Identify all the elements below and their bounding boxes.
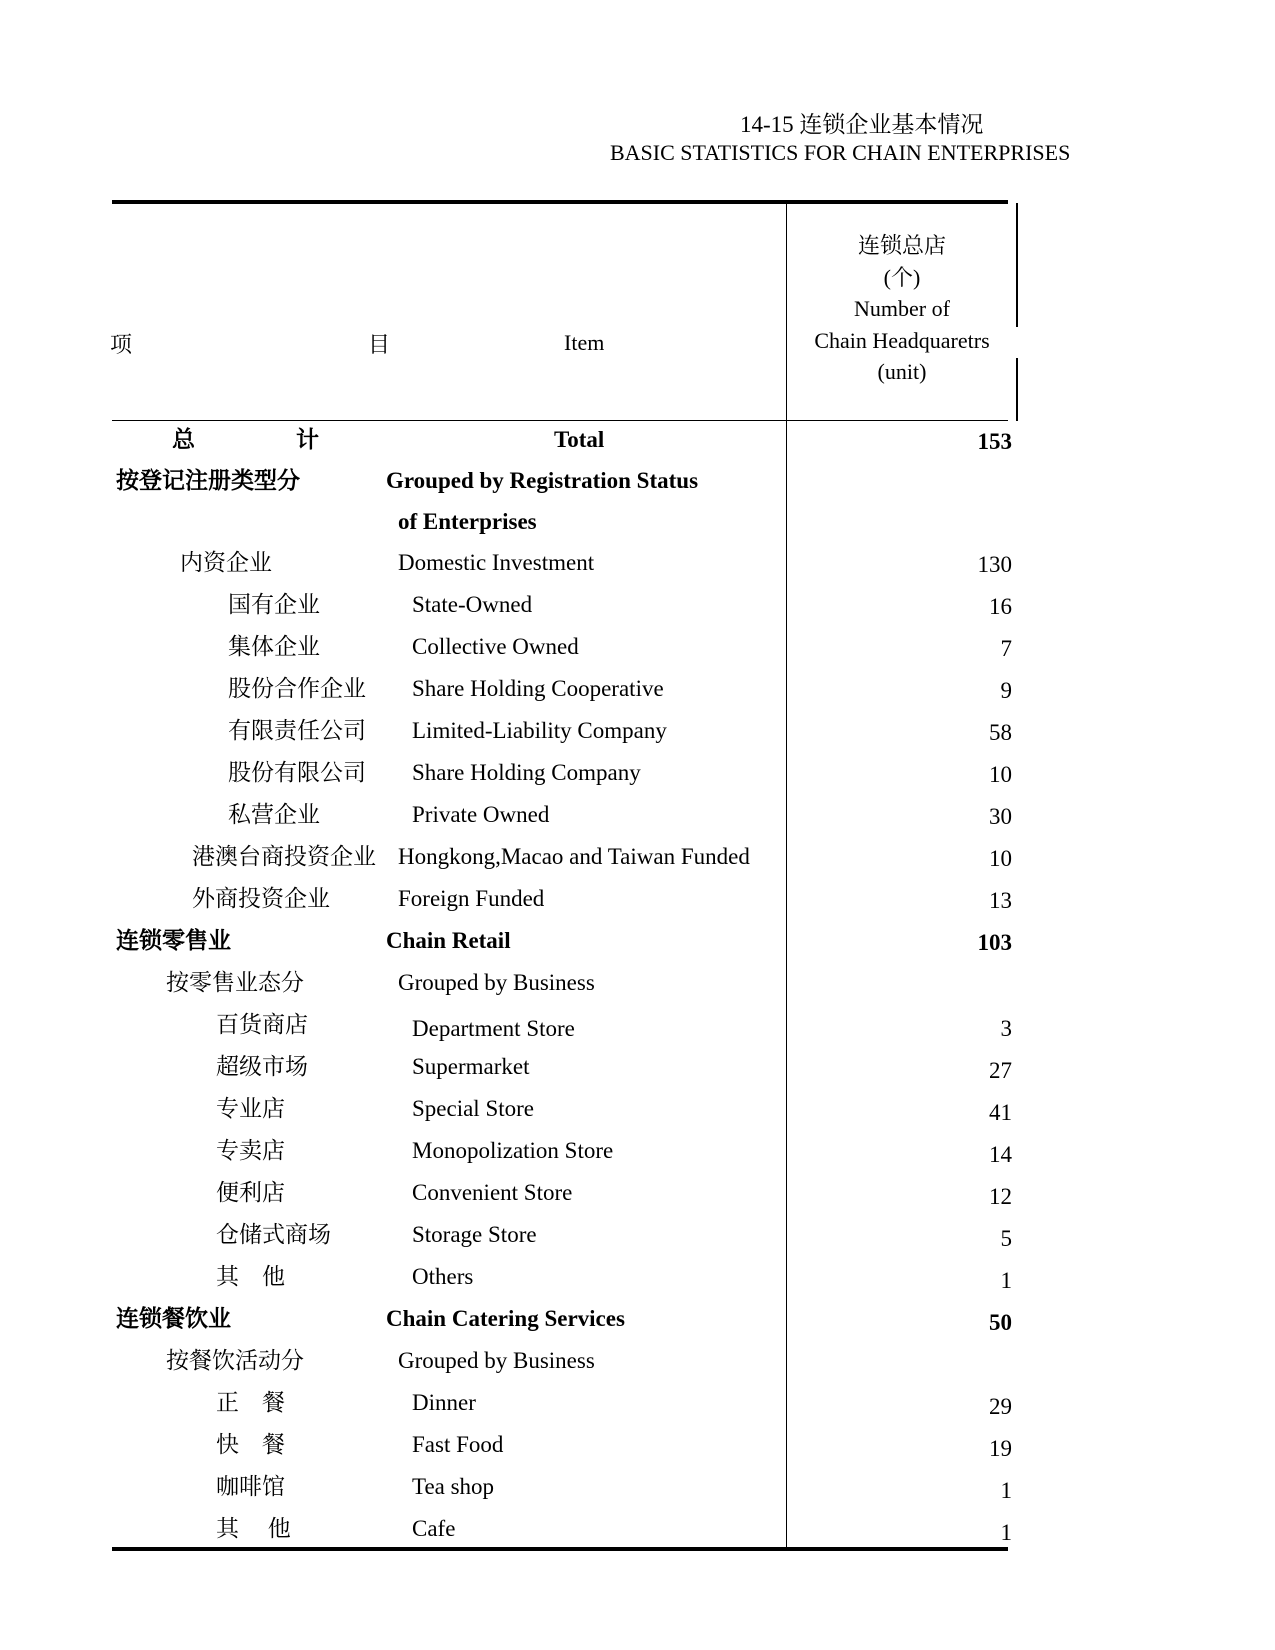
- row-cn: 正 餐: [216, 1390, 285, 1415]
- row-value: 1: [1000, 1520, 1012, 1545]
- bottom-rule: [112, 1547, 1008, 1551]
- row-en: Chain Retail: [386, 928, 511, 953]
- header-col-unit-en: (unit): [877, 359, 927, 384]
- header-rule: [112, 420, 1008, 421]
- header-item-en: Item: [564, 330, 605, 355]
- row-cn: 外商投资企业: [192, 886, 330, 911]
- row-value: 9: [1000, 678, 1012, 703]
- row-value: 30: [989, 804, 1012, 829]
- row-en: Share Holding Cooperative: [412, 676, 664, 701]
- row-cn: 专业店: [216, 1096, 285, 1121]
- row-en: Special Store: [412, 1096, 534, 1121]
- row-en: Cafe: [412, 1516, 456, 1541]
- total-value: 153: [977, 429, 1012, 454]
- row-value: 7: [1000, 636, 1012, 661]
- header-item-cn-1: 项: [110, 332, 133, 357]
- row-cn: 百货商店: [216, 1012, 308, 1037]
- row-cn: 仓储式商场: [216, 1222, 331, 1247]
- row-value: 103: [977, 930, 1012, 955]
- row-en: Grouped by Business: [398, 970, 595, 995]
- row-en: Tea shop: [412, 1474, 495, 1499]
- right-border-upper: [1016, 203, 1018, 327]
- row-en: Share Holding Company: [412, 760, 641, 785]
- row-en: Foreign Funded: [398, 886, 545, 911]
- header-col-unit-cn: (个): [883, 264, 921, 290]
- row-en: Fast Food: [412, 1432, 504, 1457]
- header-col-cn: 连锁总店: [857, 233, 946, 258]
- row-cn: 快 餐: [216, 1432, 285, 1457]
- row-en: State-Owned: [412, 592, 533, 617]
- row-en: Collective Owned: [412, 634, 579, 659]
- total-label-cn-2: 计: [296, 427, 319, 452]
- row-en: Monopolization Store: [412, 1138, 614, 1163]
- row-value: 19: [989, 1436, 1012, 1461]
- header-value-column: [788, 230, 1016, 388]
- row-value: 58: [989, 720, 1012, 745]
- top-rule: [112, 200, 1008, 204]
- row-cn: 便利店: [216, 1180, 285, 1205]
- row-value: 10: [989, 846, 1012, 871]
- row-value: 41: [989, 1100, 1012, 1125]
- row-cn: 港澳台商投资企业: [192, 844, 376, 869]
- row-cn: 咖啡馆: [216, 1474, 285, 1499]
- row-cn: 有限责任公司: [228, 718, 366, 743]
- column-divider: [786, 202, 787, 1549]
- row-en: of Enterprises: [398, 509, 537, 534]
- row-en: Chain Catering Services: [386, 1306, 625, 1331]
- row-en: Hongkong,Macao and Taiwan Funded: [398, 844, 750, 869]
- row-cn: 专卖店: [216, 1138, 285, 1163]
- row-cn: 按餐饮活动分: [166, 1348, 304, 1373]
- row-cn: 按登记注册类型分: [116, 468, 300, 493]
- row-value: 5: [1000, 1226, 1012, 1251]
- row-en: Limited-Liability Company: [412, 718, 667, 743]
- table-title-cn: 14-15 连锁企业基本情况: [740, 112, 984, 137]
- row-cn: 连锁餐饮业: [116, 1306, 231, 1331]
- row-en: Grouped by Business: [398, 1348, 595, 1373]
- row-en: Grouped by Registration Status: [386, 468, 699, 493]
- row-value: 16: [989, 594, 1012, 619]
- row-en: Storage Store: [412, 1222, 537, 1247]
- row-value: 12: [989, 1184, 1012, 1209]
- header-col-en-1: Number of: [854, 296, 950, 321]
- row-value: 50: [989, 1310, 1012, 1335]
- row-cn: 连锁零售业: [116, 928, 231, 953]
- row-en: Private Owned: [412, 802, 550, 827]
- table-title-en-clip: [560, 138, 1071, 172]
- row-value: 10: [989, 762, 1012, 787]
- row-en: Domestic Investment: [398, 550, 595, 575]
- row-en: Department Store: [412, 1016, 575, 1041]
- row-value: 1: [1000, 1268, 1012, 1293]
- header-col-en-2: Chain Headquaretrs: [814, 327, 990, 353]
- row-cn: 按零售业态分: [166, 970, 304, 995]
- row-cn: 其 他: [216, 1264, 285, 1289]
- row-en: Supermarket: [412, 1054, 530, 1079]
- row-en: Others: [412, 1264, 474, 1289]
- right-border-lower: [1016, 358, 1018, 421]
- row-value: 3: [1000, 1016, 1012, 1041]
- total-label-en: Total: [554, 427, 605, 452]
- header-item-cn-2: 目: [368, 332, 391, 357]
- row-value: 27: [989, 1058, 1012, 1083]
- row-cn: 股份有限公司: [228, 760, 366, 785]
- row-value: 14: [989, 1142, 1012, 1167]
- row-cn: 超级市场: [216, 1054, 308, 1079]
- row-cn: 私营企业: [228, 802, 320, 827]
- row-cn: 集体企业: [228, 634, 320, 659]
- row-value: 13: [989, 888, 1012, 913]
- row-en: Dinner: [412, 1390, 476, 1415]
- row-cn: 内资企业: [180, 550, 272, 575]
- total-label-cn-1: 总: [172, 427, 195, 452]
- row-value: 130: [977, 552, 1012, 577]
- row-cn: 其 他: [216, 1516, 291, 1541]
- table-title-en: BASIC STATISTICS FOR CHAIN ENTERPRISES: [610, 140, 1071, 165]
- row-value: 1: [1000, 1478, 1012, 1503]
- row-cn: 国有企业: [228, 592, 320, 617]
- row-value: 29: [989, 1394, 1012, 1419]
- row-cn: 股份合作企业: [228, 676, 366, 701]
- row-en: Convenient Store: [412, 1180, 573, 1205]
